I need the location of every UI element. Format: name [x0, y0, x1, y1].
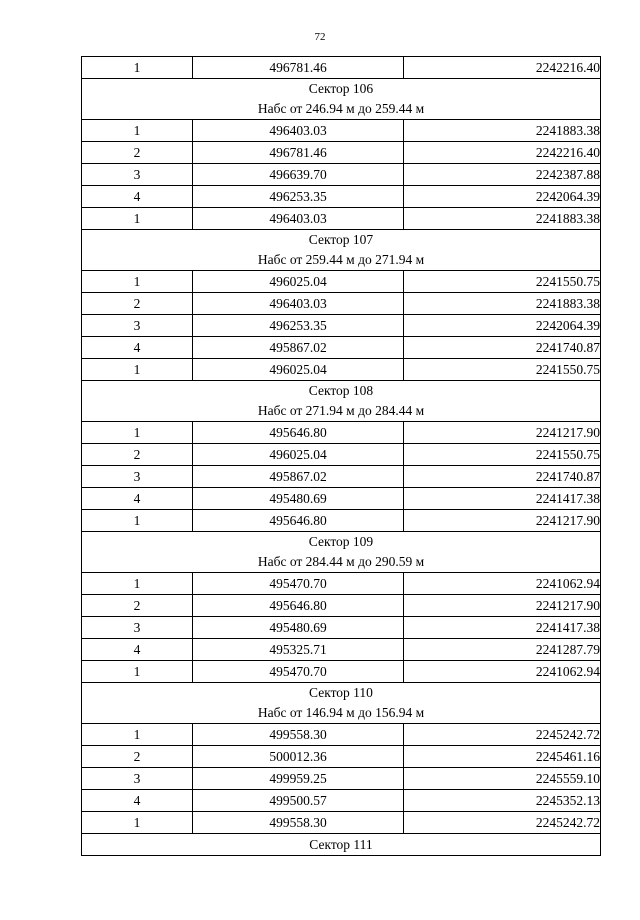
- sector-header: [82, 230, 601, 271]
- sector-header: [82, 381, 601, 422]
- table-row: [82, 768, 601, 790]
- y-coordinate: 2242064.39: [404, 186, 601, 208]
- sector-title: Сектор 108: [308, 383, 374, 398]
- y-coordinate: 2241740.87: [404, 337, 601, 359]
- table-row: [82, 639, 601, 661]
- point-number: 1: [82, 422, 193, 444]
- point-number: 1: [82, 661, 193, 683]
- table-row: [82, 337, 601, 359]
- x-coordinate: 496025.04: [193, 444, 404, 466]
- x-coordinate: 496025.04: [193, 271, 404, 293]
- x-coordinate: 500012.36: [193, 746, 404, 768]
- sector-altitude-range: Набс от 259.44 м до 271.94 м: [257, 252, 425, 267]
- table-row: [82, 186, 601, 208]
- x-coordinate: 496403.03: [193, 208, 404, 230]
- table-row: [82, 466, 601, 488]
- y-coordinate: 2241062.94: [404, 661, 601, 683]
- y-coordinate: 2242387.88: [404, 164, 601, 186]
- point-number: 1: [82, 208, 193, 230]
- point-number: 1: [82, 812, 193, 834]
- table-row: [82, 746, 601, 768]
- point-number: 2: [82, 746, 193, 768]
- point-number: 1: [82, 510, 193, 532]
- sector-header-row: [82, 230, 601, 271]
- y-coordinate: 2241217.90: [404, 422, 601, 444]
- table-row: [82, 444, 601, 466]
- y-coordinate: 2245559.10: [404, 768, 601, 790]
- sector-title: Сектор 106: [308, 81, 374, 96]
- sector-altitude-range: Набс от 246.94 м до 259.44 м: [257, 101, 425, 116]
- x-coordinate: 495470.70: [193, 573, 404, 595]
- y-coordinate: 2241287.79: [404, 639, 601, 661]
- point-number: 1: [82, 120, 193, 142]
- sector-header-row: [82, 381, 601, 422]
- point-number: 4: [82, 186, 193, 208]
- table-row: [82, 422, 601, 444]
- y-coordinate: 2241740.87: [404, 466, 601, 488]
- x-coordinate: 495867.02: [193, 337, 404, 359]
- table-row: [82, 315, 601, 337]
- y-coordinate: 2241550.75: [404, 359, 601, 381]
- point-number: 4: [82, 790, 193, 812]
- point-number: 3: [82, 617, 193, 639]
- y-coordinate: 2245242.72: [404, 724, 601, 746]
- point-number: 4: [82, 639, 193, 661]
- sector-altitude-range: Набс от 146.94 м до 156.94 м: [257, 705, 425, 720]
- x-coordinate: 496253.35: [193, 315, 404, 337]
- y-coordinate: 2241550.75: [404, 444, 601, 466]
- page-number: 72: [314, 31, 326, 43]
- table-row: [82, 271, 601, 293]
- x-coordinate: 496639.70: [193, 164, 404, 186]
- point-number: 4: [82, 337, 193, 359]
- table-row: [82, 120, 601, 142]
- point-number: 2: [82, 444, 193, 466]
- point-number: 4: [82, 488, 193, 510]
- table-row: [82, 164, 601, 186]
- point-number: 1: [82, 573, 193, 595]
- y-coordinate: 2241550.75: [404, 271, 601, 293]
- point-number: 1: [82, 271, 193, 293]
- x-coordinate: 495646.80: [193, 510, 404, 532]
- point-number: 1: [82, 57, 193, 79]
- sector-header-row: [82, 79, 601, 120]
- table-row: [82, 57, 601, 79]
- sector-header-row: [82, 532, 601, 573]
- x-coordinate: 499558.30: [193, 812, 404, 834]
- x-coordinate: 499558.30: [193, 724, 404, 746]
- coordinates-table-body: [82, 57, 601, 856]
- point-number: 1: [82, 724, 193, 746]
- sector-altitude-range: Набс от 284.44 м до 290.59 м: [257, 554, 425, 569]
- point-number: 2: [82, 595, 193, 617]
- y-coordinate: 2241217.90: [404, 510, 601, 532]
- sector-title: Сектор 111: [82, 834, 601, 856]
- point-number: 3: [82, 164, 193, 186]
- table-row: [82, 617, 601, 639]
- coordinates-table: [81, 56, 601, 856]
- x-coordinate: 496781.46: [193, 142, 404, 164]
- y-coordinate: 2242216.40: [404, 142, 601, 164]
- y-coordinate: 2242064.39: [404, 315, 601, 337]
- table-row: [82, 510, 601, 532]
- x-coordinate: 496403.03: [193, 120, 404, 142]
- table-row: [82, 359, 601, 381]
- sector-header-row: [82, 683, 601, 724]
- x-coordinate: 495646.80: [193, 595, 404, 617]
- table-row: [82, 208, 601, 230]
- y-coordinate: 2245242.72: [404, 812, 601, 834]
- y-coordinate: 2245461.16: [404, 746, 601, 768]
- point-number: 2: [82, 293, 193, 315]
- x-coordinate: 496253.35: [193, 186, 404, 208]
- point-number: 1: [82, 359, 193, 381]
- y-coordinate: 2241883.38: [404, 293, 601, 315]
- x-coordinate: 499500.57: [193, 790, 404, 812]
- x-coordinate: 496781.46: [193, 57, 404, 79]
- y-coordinate: 2241062.94: [404, 573, 601, 595]
- sector-header: [82, 532, 601, 573]
- sector-header: [82, 79, 601, 120]
- y-coordinate: 2241417.38: [404, 488, 601, 510]
- y-coordinate: 2242216.40: [404, 57, 601, 79]
- sector-title: Сектор 110: [309, 685, 373, 700]
- x-coordinate: 495480.69: [193, 617, 404, 639]
- x-coordinate: 495480.69: [193, 488, 404, 510]
- sector-altitude-range: Набс от 271.94 м до 284.44 м: [257, 403, 425, 418]
- y-coordinate: 2245352.13: [404, 790, 601, 812]
- table-row: [82, 488, 601, 510]
- sector-header-row: [82, 834, 601, 856]
- x-coordinate: 499959.25: [193, 768, 404, 790]
- table-row: [82, 293, 601, 315]
- x-coordinate: 496403.03: [193, 293, 404, 315]
- point-number: 3: [82, 315, 193, 337]
- table-row: [82, 724, 601, 746]
- sector-title: Сектор 109: [308, 534, 374, 549]
- y-coordinate: 2241883.38: [404, 120, 601, 142]
- table-row: [82, 661, 601, 683]
- point-number: 3: [82, 466, 193, 488]
- point-number: 3: [82, 768, 193, 790]
- table-row: [82, 812, 601, 834]
- point-number: 2: [82, 142, 193, 164]
- y-coordinate: 2241883.38: [404, 208, 601, 230]
- sector-header: [82, 683, 601, 724]
- table-row: [82, 595, 601, 617]
- sector-title: Сектор 107: [308, 232, 374, 247]
- table-row: [82, 790, 601, 812]
- y-coordinate: 2241217.90: [404, 595, 601, 617]
- x-coordinate: 495646.80: [193, 422, 404, 444]
- x-coordinate: 495325.71: [193, 639, 404, 661]
- table-row: [82, 142, 601, 164]
- x-coordinate: 495470.70: [193, 661, 404, 683]
- x-coordinate: 495867.02: [193, 466, 404, 488]
- y-coordinate: 2241417.38: [404, 617, 601, 639]
- x-coordinate: 496025.04: [193, 359, 404, 381]
- table-row: [82, 573, 601, 595]
